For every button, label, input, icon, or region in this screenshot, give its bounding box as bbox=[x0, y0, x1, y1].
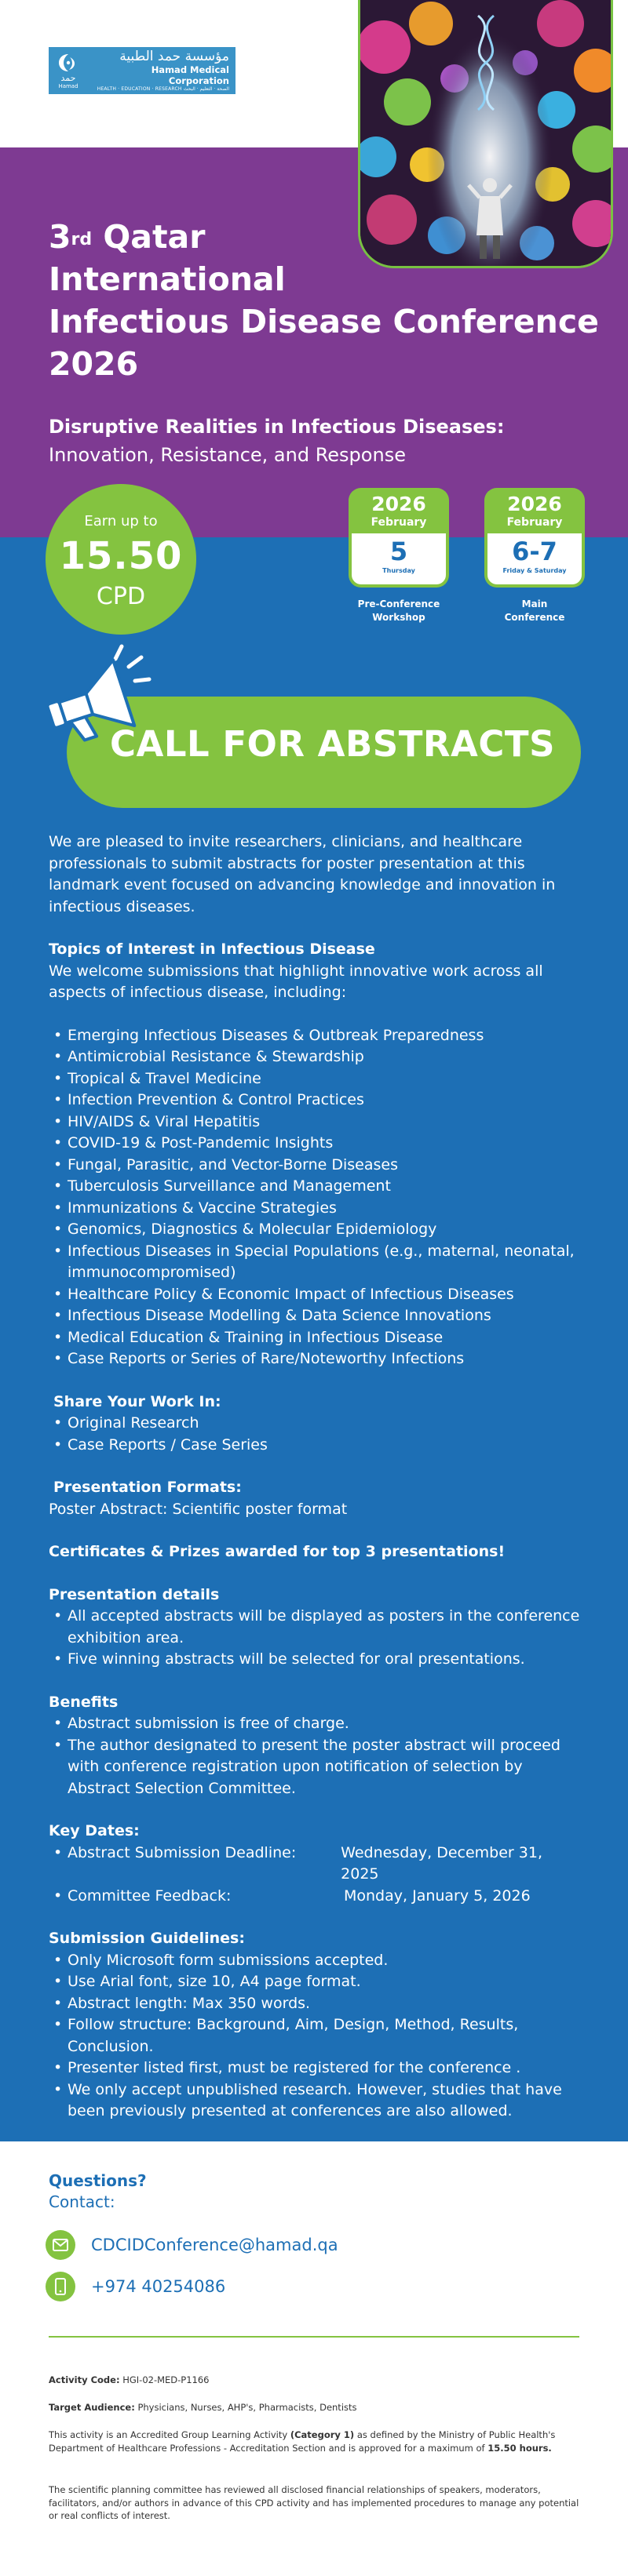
cpd-value: 15.50 bbox=[59, 534, 183, 578]
list-item: • Abstract submission is free of charge. bbox=[49, 1713, 582, 1735]
main-content bbox=[49, 831, 582, 2123]
list-item: • Infectious Diseases in Special Populations (e.g., maternal, neonatal, immunocompromised) bbox=[49, 1241, 582, 1284]
contact-label: Contact: bbox=[49, 2192, 115, 2211]
presentation-details-list bbox=[49, 1606, 582, 1671]
date-day: 6-7 bbox=[512, 537, 557, 566]
cpd-earn-label: Earn up to bbox=[84, 513, 158, 529]
activity-code-label: Activity Code: bbox=[49, 2374, 120, 2385]
logo-mark-arabic: حمد bbox=[60, 72, 76, 83]
benefits-list bbox=[49, 1713, 582, 1799]
hmc-logo bbox=[49, 47, 236, 94]
accreditation-part2: as defined by the Ministry of Public Health's Department of Healthcare Professions - Accreditation Section and is approved for a maximum of bbox=[49, 2429, 556, 2454]
date-day: 5 bbox=[389, 537, 408, 566]
list-item: • Emerging Infectious Diseases & Outbreak Preparedness bbox=[49, 1025, 582, 1047]
benefits-heading: Benefits bbox=[49, 1693, 119, 1711]
list-item: • Infectious Disease Modelling & Data Science Innovations bbox=[49, 1305, 582, 1327]
title-line-3: Infectious Disease Conference bbox=[49, 303, 599, 340]
accreditation-part1: This activity is an Accredited Group Learning Activity bbox=[49, 2429, 288, 2440]
activity-code-value: HGI-02-MED-P1166 bbox=[122, 2374, 210, 2385]
conference-title bbox=[49, 216, 614, 385]
accreditation-statement bbox=[49, 2429, 579, 2454]
logo-tagline bbox=[88, 86, 229, 93]
key-dates-heading: Key Dates: bbox=[49, 1822, 140, 1839]
accreditation-category: (Category 1) bbox=[290, 2429, 355, 2440]
list-item: • Antimicrobial Resistance & Stewardship bbox=[49, 1046, 582, 1068]
activity-code bbox=[49, 2374, 579, 2387]
logo-text bbox=[88, 49, 236, 93]
date-label-line2: Conference bbox=[504, 612, 565, 623]
target-audience bbox=[49, 2401, 579, 2414]
list-item: • Tuberculosis Surveillance and Management bbox=[49, 1176, 582, 1198]
key-date-row bbox=[49, 1886, 582, 1908]
date-label-line2: Workshop bbox=[372, 612, 425, 623]
date-month: February bbox=[371, 516, 427, 529]
date-card-pre-conference bbox=[349, 488, 449, 588]
date-year: 2026 bbox=[371, 493, 426, 515]
phone-icon bbox=[46, 2272, 75, 2301]
contact-phone-row[interactable] bbox=[46, 2272, 225, 2301]
formats-text: Poster Abstract: Scientific poster format bbox=[49, 1500, 348, 1518]
email-icon bbox=[46, 2230, 75, 2260]
intro-paragraph: We are pleased to invite researchers, clinicians, and healthcare professionals to submit abstracts for poster presentation at this landmark event focused on advancing knowledge and innovation in infectious diseases. bbox=[49, 833, 556, 915]
date-label-main-conference bbox=[472, 598, 597, 624]
title-line-1: Qatar bbox=[103, 218, 206, 256]
list-item: • COVID-19 & Post-Pandemic Insights bbox=[49, 1133, 582, 1155]
list-item: • Presenter listed first, must be registered for the conference . bbox=[49, 2058, 582, 2079]
topics-heading: Topics of Interest in Infectious Disease bbox=[49, 941, 375, 958]
date-month: February bbox=[506, 516, 563, 529]
date-inner bbox=[352, 533, 446, 584]
date-label-line1: Pre-Conference bbox=[357, 599, 440, 609]
list-item: • Case Reports / Case Series bbox=[49, 1435, 582, 1457]
topics-lead: We welcome submissions that highlight innovative work across all aspects of infectious disease, including: bbox=[49, 962, 543, 1001]
date-inner bbox=[487, 533, 582, 584]
logo-tagline-ar: الصحة · التعليم · البحث bbox=[183, 86, 229, 92]
key-dates-list bbox=[49, 1843, 582, 1908]
list-item: • Infection Prevention & Control Practices bbox=[49, 1090, 582, 1112]
list-item: • Healthcare Policy & Economic Impact of Infectious Diseases bbox=[49, 1284, 582, 1306]
contact-section bbox=[49, 2170, 582, 2213]
hmc-logo-mark bbox=[49, 47, 88, 94]
list-item: • Five winning abstracts will be selected for oral presentations. bbox=[49, 1649, 582, 1671]
accreditation-hours: 15.50 hours. bbox=[487, 2442, 552, 2454]
key-date-row bbox=[49, 1843, 582, 1886]
guidelines-list bbox=[49, 1950, 582, 2123]
key-date-value: Wednesday, December 31, 2025 bbox=[341, 1843, 543, 1883]
formats-heading: Presentation Formats: bbox=[53, 1479, 242, 1496]
title-ordinal-suffix: rd bbox=[71, 230, 93, 249]
logo-tagline-en: HEALTH · EDUCATION · RESEARCH bbox=[97, 86, 182, 92]
hmc-emblem-icon bbox=[57, 53, 80, 73]
cpd-unit: CPD bbox=[96, 583, 146, 610]
logo-mark-english: Hamad bbox=[58, 82, 78, 89]
contact-phone[interactable]: +974 40254086 bbox=[91, 2277, 226, 2296]
date-weekday: Friday & Saturday bbox=[502, 567, 567, 574]
date-weekday: Thursday bbox=[382, 567, 415, 574]
topics-list bbox=[49, 1025, 582, 1370]
list-item: • Tropical & Travel Medicine bbox=[49, 1068, 582, 1090]
share-heading: Share Your Work In: bbox=[53, 1392, 221, 1410]
date-label-line1: Main bbox=[521, 599, 548, 609]
list-item: • Immunizations & Vaccine Strategies bbox=[49, 1198, 582, 1220]
key-date-label: • Abstract Submission Deadline: bbox=[68, 1843, 297, 1861]
date-card-main-conference bbox=[484, 488, 585, 588]
date-year: 2026 bbox=[507, 493, 562, 515]
guidelines-heading: Submission Guidelines: bbox=[49, 1930, 245, 1947]
call-for-abstracts-text: CALL FOR ABSTRACTS bbox=[110, 723, 556, 765]
certificates-text: Certificates & Prizes awarded for top 3 presentations! bbox=[49, 1543, 506, 1560]
key-date-label: • Committee Feedback: bbox=[68, 1887, 232, 1905]
title-ordinal: 3 bbox=[49, 218, 71, 256]
subtitle-regular: Innovation, Resistance, and Response bbox=[49, 444, 406, 466]
title-line-2: International bbox=[49, 260, 286, 298]
contact-email-row[interactable] bbox=[46, 2230, 338, 2260]
share-list bbox=[49, 1413, 582, 1456]
list-item: • Follow structure: Background, Aim, Design, Method, Results, Conclusion. bbox=[49, 2014, 582, 2058]
logo-arabic-name: مؤسسة حمد الطبية bbox=[119, 49, 229, 64]
list-item: • Medical Education & Training in Infectious Disease bbox=[49, 1327, 582, 1349]
date-label-pre-conference bbox=[336, 598, 462, 624]
list-item: • The author designated to present the poster abstract will proceed with conference registration upon notification of selection by Abstract Selection Committee. bbox=[49, 1735, 582, 1800]
contact-email[interactable]: CDCIDConference@hamad.qa bbox=[91, 2236, 338, 2254]
list-item: • Only Microsoft form submissions accepted. bbox=[49, 1950, 582, 1972]
disclosure-statement: The scientific planning committee has reviewed all disclosed financial relationships of speakers, moderators, facilitators, and/or authors in advance of this CPD activity and has implemented procedures to manage any potential or real conflicts of interest. bbox=[49, 2484, 579, 2521]
list-item: • Abstract length: Max 350 words. bbox=[49, 1993, 582, 2015]
divider bbox=[49, 2336, 579, 2338]
target-audience-value: Physicians, Nurses, AHP's, Pharmacists, Dentists bbox=[137, 2402, 357, 2413]
list-item: • Original Research bbox=[49, 1413, 582, 1435]
title-line-4: 2026 bbox=[49, 345, 139, 383]
list-item: • HIV/AIDS & Viral Hepatitis bbox=[49, 1112, 582, 1133]
key-date-value: Monday, January 5, 2026 bbox=[344, 1887, 531, 1905]
presentation-details-heading: Presentation details bbox=[49, 1585, 220, 1603]
list-item: • Genomics, Diagnostics & Molecular Epidemiology bbox=[49, 1219, 582, 1241]
list-item: • Fungal, Parasitic, and Vector-Borne Diseases bbox=[49, 1155, 582, 1177]
list-item: • Case Reports or Series of Rare/Noteworthy Infections bbox=[49, 1348, 582, 1370]
list-item: • All accepted abstracts will be displayed as posters in the conference exhibition area. bbox=[49, 1606, 582, 1649]
list-item: • We only accept unpublished research. However, studies that have been previously presented at conferences are also allowed. bbox=[49, 2079, 582, 2123]
subtitle-bold: Disruptive Realities in Infectious Diseases: bbox=[49, 416, 505, 438]
logo-english-name: Hamad Medical Corporation bbox=[151, 64, 229, 86]
questions-heading: Questions? bbox=[49, 2171, 147, 2190]
target-audience-label: Target Audience: bbox=[49, 2402, 135, 2413]
list-item: • Use Arial font, size 10, A4 page format. bbox=[49, 1971, 582, 1993]
cpd-badge bbox=[46, 484, 196, 635]
